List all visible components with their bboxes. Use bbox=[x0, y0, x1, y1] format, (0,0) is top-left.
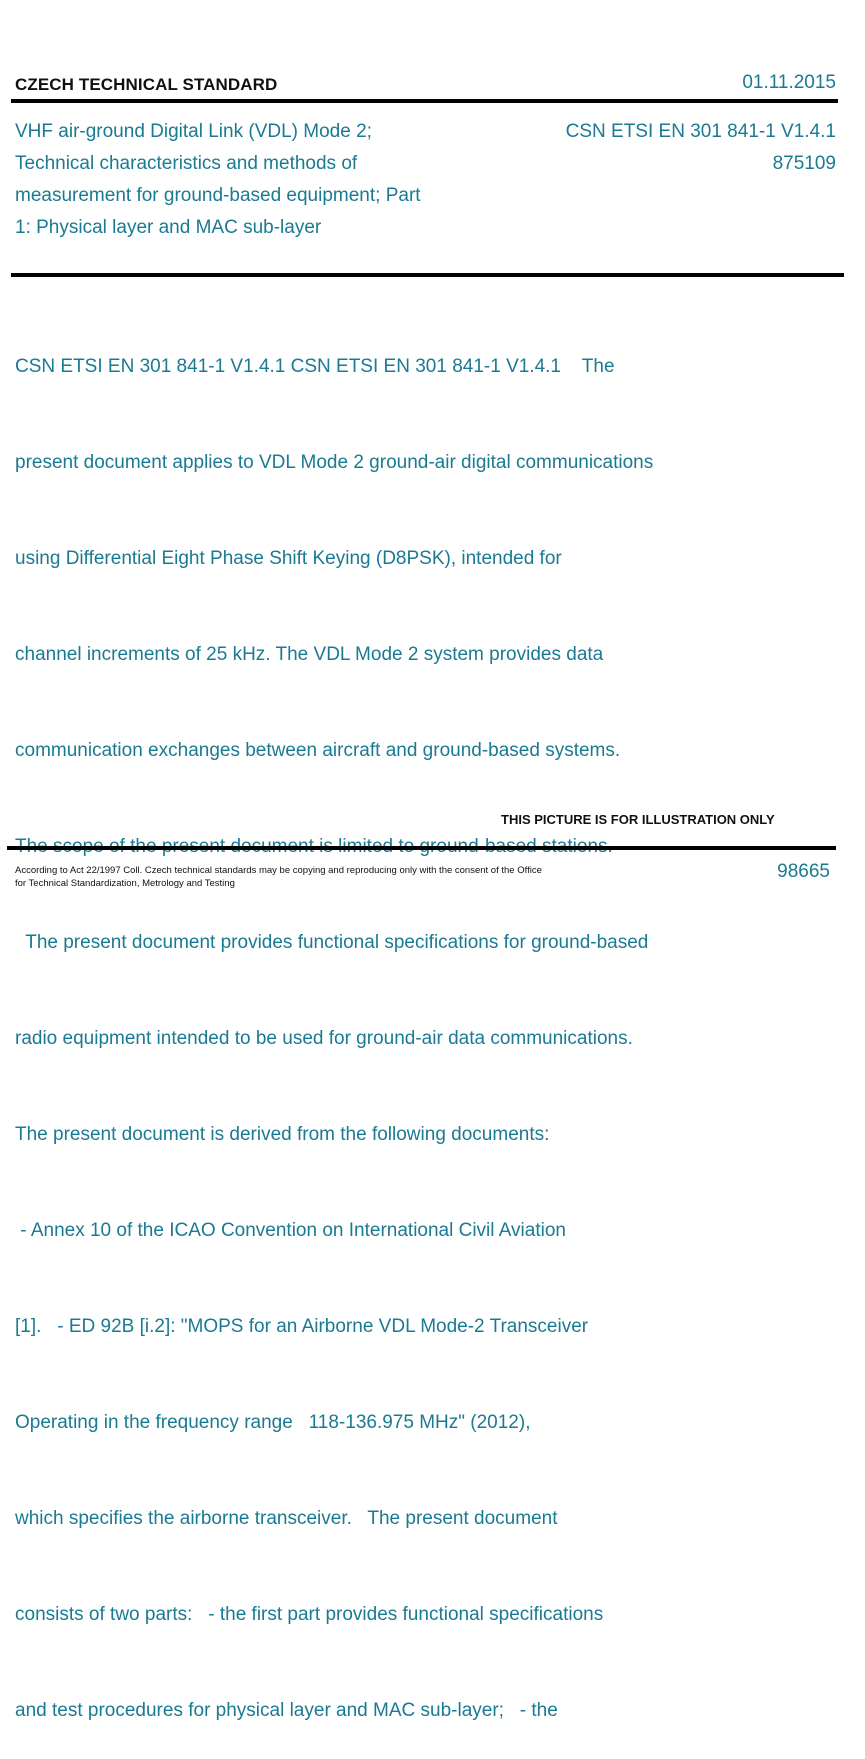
abstract-line: present document applies to VDL Mode 2 ground-air digital communications bbox=[15, 452, 654, 473]
abstract-line: - Annex 10 of the ICAO Convention on International Civil Aviation bbox=[15, 1220, 566, 1241]
abstract-line: and test procedures for physical layer and MAC sub-layer; - the bbox=[15, 1700, 558, 1721]
legal-notice bbox=[15, 864, 575, 890]
title-line: Technical characteristics and methods of bbox=[15, 153, 358, 174]
standard-label: CZECH TECHNICAL STANDARD bbox=[15, 75, 278, 94]
abstract-line: communication exchanges between aircraft and ground-based systems. bbox=[15, 740, 621, 761]
abstract bbox=[15, 287, 750, 1759]
abstract-line: channel increments of 25 kHz. The VDL Mode 2 system provides data bbox=[15, 644, 604, 665]
abstract-line: The present document is derived from the following documents: bbox=[15, 1124, 550, 1145]
legal-line: According to Act 22/1997 Coll. Czech technical standards may be copying and reproducing only with the consent of the Office bbox=[15, 865, 542, 876]
title-line: 1: Physical layer and MAC sub-layer bbox=[15, 217, 322, 238]
abstract-line: radio equipment intended to be used for ground-air data communications. bbox=[15, 1028, 633, 1049]
abstract-line: Operating in the frequency range 118-136.975 MHz" (2012), bbox=[15, 1412, 531, 1433]
document-codes bbox=[566, 116, 836, 180]
publication-date: 01.11.2015 bbox=[742, 72, 836, 93]
title-divider bbox=[11, 273, 844, 277]
class-number: 875109 bbox=[772, 153, 836, 174]
abstract-line: which specifies the airborne transceiver. The present document bbox=[15, 1508, 558, 1529]
title-line: VHF air-ground Digital Link (VDL) Mode 2; bbox=[15, 121, 372, 142]
abstract-line: CSN ETSI EN 301 841-1 V1.4.1 CSN ETSI EN 301 841-1 V1.4.1 The bbox=[15, 356, 615, 377]
document-title bbox=[15, 116, 485, 244]
abstract-line: The present document provides functional specifications for ground-based bbox=[15, 932, 649, 953]
standard-code: CSN ETSI EN 301 841-1 V1.4.1 bbox=[565, 121, 836, 142]
title-line: measurement for ground-based equipment; Part bbox=[15, 185, 421, 206]
abstract-line: [1]. - ED 92B [i.2]: "MOPS for an Airborne VDL Mode-2 Transceiver bbox=[15, 1316, 589, 1337]
abstract-line: consists of two parts: - the first part provides functional specifications bbox=[15, 1604, 604, 1625]
abstract-line: using Differential Eight Phase Shift Keying (D8PSK), intended for bbox=[15, 548, 562, 569]
footer-divider bbox=[7, 846, 836, 850]
header-divider bbox=[11, 99, 838, 103]
illustration-note: THIS PICTURE IS FOR ILLUSTRATION ONLY bbox=[501, 812, 775, 827]
catalog-number: 98665 bbox=[777, 861, 830, 882]
legal-line: for Technical Standardization, Metrology and Testing bbox=[15, 878, 235, 889]
